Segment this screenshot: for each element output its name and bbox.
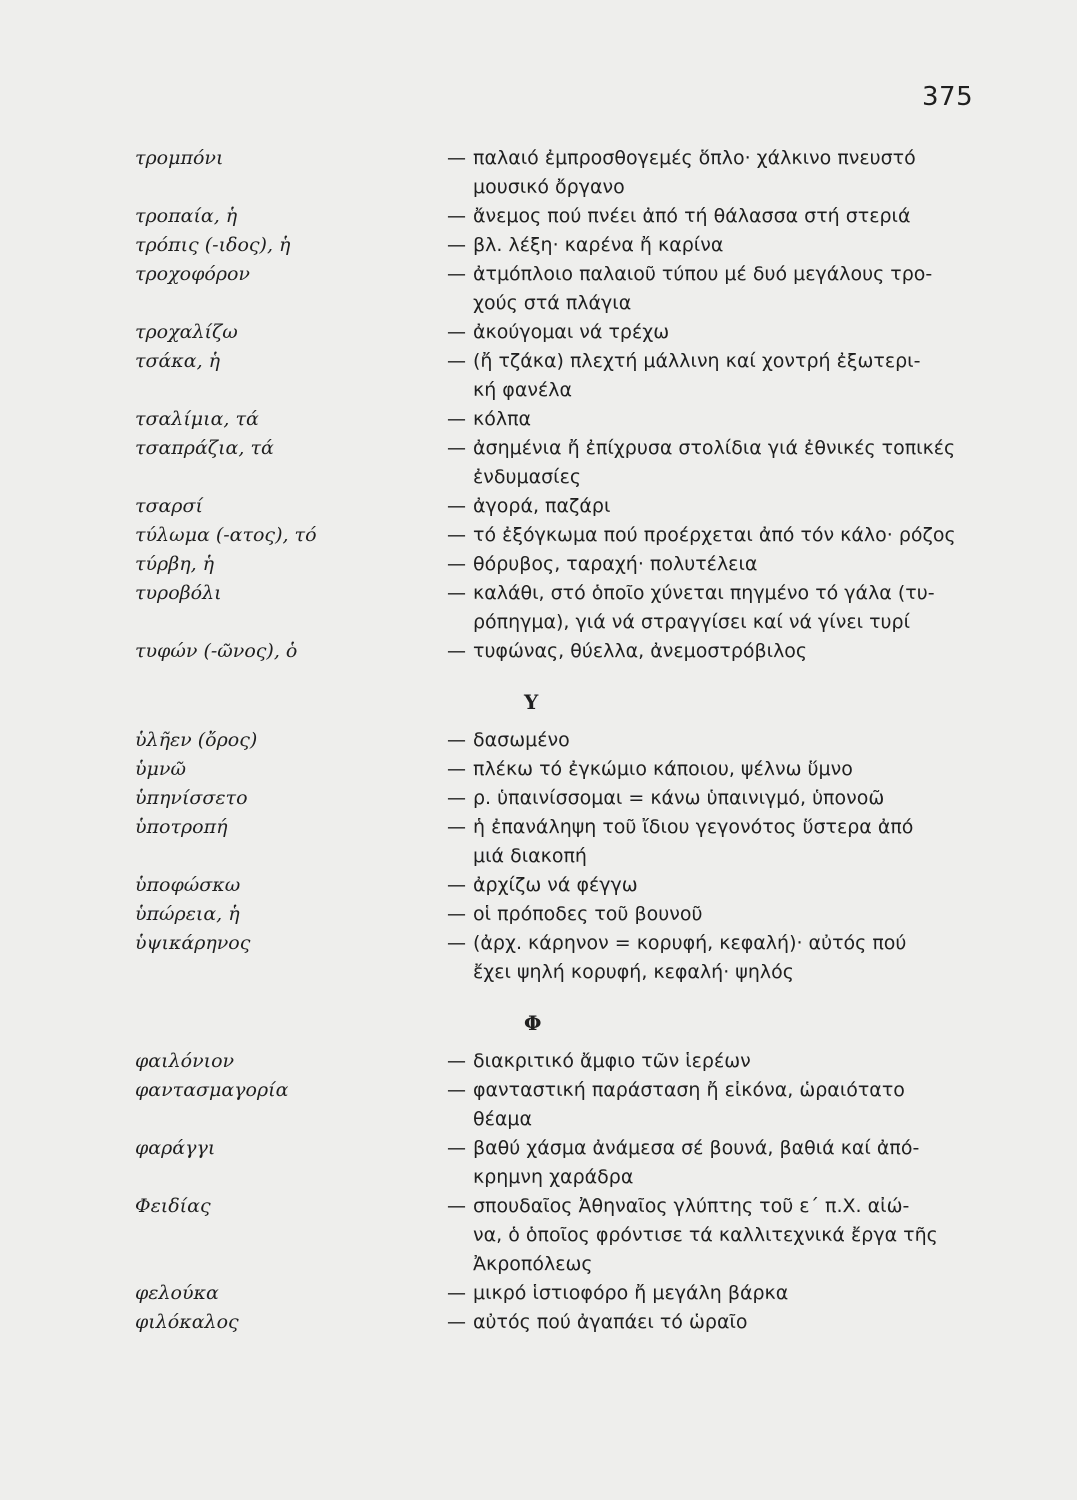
definition-dash: — — [447, 1195, 466, 1217]
definition-dash: — — [447, 205, 466, 227]
definition-line: παλαιό ἐμπροσθογεμές ὅπλο· χάλκινο πνευστό — [473, 147, 916, 169]
definition-line: βαθύ χάσμα ἀνάμεσα σέ βουνά, βαθιά καί ἀπό- — [473, 1137, 920, 1159]
definition-line: ἄνεμος πού πνέει ἀπό τή θάλασσα στή στεριά — [473, 205, 911, 227]
definition-dash: — — [447, 874, 466, 896]
definition-line: καλάθι, στό ὁποῖο χύνεται πηγμένο τό γάλα (τυ- — [473, 582, 935, 604]
entry-term: τύλωμα (-ατος), τό — [135, 524, 317, 546]
glossary-entry — [0, 521, 1077, 550]
glossary-entry — [0, 231, 1077, 260]
glossary-entry — [0, 579, 1077, 637]
entry-term: φιλόκαλος — [135, 1311, 239, 1333]
definition-line: ἔχει ψηλή κορυφή, κεφαλή· ψηλός — [473, 961, 794, 983]
glossary-entry — [0, 1134, 1077, 1192]
entry-term: ὑποφώσκω — [135, 874, 241, 896]
glossary-entry — [0, 784, 1077, 813]
glossary-entry — [0, 202, 1077, 231]
definition-dash: — — [447, 787, 466, 809]
definition-line: Ἀκροπόλεως — [473, 1253, 593, 1275]
entry-definition — [447, 1308, 972, 1337]
entry-definition — [447, 260, 972, 318]
entry-term: τυφών (-ῶνος), ὁ — [135, 640, 298, 662]
entry-definition — [447, 900, 972, 929]
glossary-entry — [0, 434, 1077, 492]
definition-dash: — — [447, 495, 466, 517]
entry-definition — [447, 1279, 972, 1308]
definition-line: αὐτός πού ἀγαπάει τό ὡραῖο — [473, 1311, 748, 1333]
definition-line: τό ἐξόγκωμα πού προέρχεται ἀπό τόν κάλο· ρόζος — [473, 524, 956, 546]
glossary-entry — [0, 755, 1077, 784]
definition-line: τυφώνας, θύελλα, ἀνεμοστρόβιλος — [473, 640, 808, 662]
entry-term: ὑλῆεν (ὄρος) — [135, 729, 258, 751]
entry-definition — [447, 1192, 972, 1279]
entry-definition — [447, 550, 972, 579]
definition-dash: — — [447, 1311, 466, 1333]
entry-term: ὑπώρεια, ἡ — [135, 903, 240, 925]
entry-definition — [447, 755, 972, 784]
definition-line: χούς στά πλάγια — [473, 292, 632, 314]
definition-line: (ἤ τζάκα) πλεχτή μάλλινη καί χοντρή ἐξωτερι- — [473, 350, 921, 372]
definition-line: κόλπα — [473, 408, 532, 430]
definition-line: βλ. λέξη· καρένα ἤ καρίνα — [473, 234, 724, 256]
entry-term: τύρβη, ἡ — [135, 553, 215, 575]
definition-dash: — — [447, 903, 466, 925]
entry-term: τσάκα, ἡ — [135, 350, 221, 372]
entry-term: τροχοφόρον — [135, 263, 250, 285]
definition-line: διακριτικό ἄμφιο τῶν ἱερέων — [473, 1050, 751, 1072]
definition-line: ἀτμόπλοιο παλαιοῦ τύπου μέ δυό μεγάλους τρο- — [473, 263, 933, 285]
definition-line: οἱ πρόποδες τοῦ βουνοῦ — [473, 903, 703, 925]
definition-dash: — — [447, 350, 466, 372]
definition-line: ἀγορά, παζάρι — [473, 495, 611, 517]
entry-definition — [447, 813, 972, 871]
definition-line: κρημνη χαράδρα — [473, 1166, 634, 1188]
definition-line: μιά διακοπή — [473, 845, 587, 867]
definition-dash: — — [447, 321, 466, 343]
section-spacer — [0, 666, 1077, 688]
entry-definition — [447, 144, 972, 202]
definition-dash: — — [447, 524, 466, 546]
definition-line: μουσικό ὄργανο — [473, 176, 625, 198]
definition-dash: — — [447, 932, 466, 954]
definition-line: ἀρχίζω νά φέγγω — [473, 874, 638, 896]
entry-term: τυροβόλι — [135, 582, 222, 604]
definition-line: φανταστική παράσταση ἤ εἰκόνα, ὡραιότατο — [473, 1079, 905, 1101]
entry-term: τροχαλίζω — [135, 321, 238, 343]
glossary-entry — [0, 405, 1077, 434]
entry-definition — [447, 434, 972, 492]
definition-dash: — — [447, 553, 466, 575]
definition-line: θέαμα — [473, 1108, 533, 1130]
definition-line: μικρό ἱστιοφόρο ἤ μεγάλη βάρκα — [473, 1282, 789, 1304]
section-spacer — [0, 716, 1077, 726]
glossary-list — [0, 144, 1077, 1337]
page-number: 375 — [922, 82, 974, 112]
definition-dash: — — [447, 1137, 466, 1159]
entry-term: τσαρσί — [135, 495, 203, 517]
entry-definition — [447, 492, 972, 521]
entry-definition — [447, 405, 972, 434]
glossary-entry — [0, 260, 1077, 318]
definition-line: δασωμένο — [473, 729, 570, 751]
entry-term: τροπαία, ἡ — [135, 205, 238, 227]
entry-term: τσαλίμια, τά — [135, 408, 259, 430]
section-letter: Φ — [524, 1011, 542, 1035]
definition-line: ρόπηγμα), γιά νά στραγγίσει καί νά γίνει τυρί — [473, 611, 911, 633]
definition-dash: — — [447, 408, 466, 430]
entry-term: φαιλόνιον — [135, 1050, 235, 1072]
glossary-entry — [0, 492, 1077, 521]
definition-dash: — — [447, 729, 466, 751]
glossary-entry — [0, 900, 1077, 929]
glossary-entry — [0, 813, 1077, 871]
definition-line: (ἀρχ. κάρηνον = κορυφή, κεφαλή)· αὐτός πού — [473, 932, 907, 954]
entry-definition — [447, 347, 972, 405]
glossary-entry — [0, 929, 1077, 987]
glossary-entry — [0, 1279, 1077, 1308]
definition-line: να, ὁ ὁποῖος φρόντισε τά καλλιτεχνικά ἔργα τῆς — [473, 1224, 938, 1246]
entry-definition — [447, 1076, 972, 1134]
entry-term: τσαπράζια, τά — [135, 437, 274, 459]
entry-term: ὑπηνίσσετο — [135, 787, 248, 809]
entry-definition — [447, 1134, 972, 1192]
glossary-entry — [0, 318, 1077, 347]
entry-term: φελούκα — [135, 1282, 219, 1304]
glossary-entry — [0, 1047, 1077, 1076]
section-spacer — [0, 1037, 1077, 1047]
entry-term: φαντασμαγορία — [135, 1079, 289, 1101]
entry-definition — [447, 579, 972, 637]
entry-term: ὑποτροπή — [135, 816, 228, 838]
definition-line: θόρυβος, ταραχή· πολυτέλεια — [473, 553, 758, 575]
definition-line: ἡ ἐπανάληψη τοῦ ἴδιου γεγονότος ὕστερα ἀπό — [473, 816, 914, 838]
definition-line: κή φανέλα — [473, 379, 572, 401]
entry-definition — [447, 318, 972, 347]
entry-definition — [447, 1047, 972, 1076]
entry-definition — [447, 871, 972, 900]
entry-term: φαράγγι — [135, 1137, 216, 1159]
definition-dash: — — [447, 1282, 466, 1304]
entry-definition — [447, 637, 972, 666]
definition-dash: — — [447, 758, 466, 780]
definition-line: σπουδαῖος Ἀθηναῖος γλύπτης τοῦ ε΄ π.Χ. αἰώ- — [473, 1195, 910, 1217]
entry-definition — [447, 521, 972, 550]
definition-line: ἀσημένια ἤ ἐπίχρυσα στολίδια γιά ἐθνικές τοπικές — [473, 437, 956, 459]
glossary-entry — [0, 871, 1077, 900]
definition-line: ἐνδυμασίες — [473, 466, 582, 488]
definition-dash: — — [447, 263, 466, 285]
glossary-entry — [0, 726, 1077, 755]
glossary-entry — [0, 637, 1077, 666]
definition-dash: — — [447, 816, 466, 838]
entry-term: τρόπις (-ιδος), ἡ — [135, 234, 291, 256]
glossary-entry — [0, 1308, 1077, 1337]
definition-dash: — — [447, 147, 466, 169]
glossary-entry — [0, 550, 1077, 579]
definition-dash: — — [447, 234, 466, 256]
entry-definition — [447, 784, 972, 813]
definition-dash: — — [447, 640, 466, 662]
entry-term: τρομπόνι — [135, 147, 224, 169]
entry-term: ὑψικάρηνος — [135, 932, 251, 954]
entry-term: ὑμνῶ — [135, 758, 186, 780]
definition-line: ρ. ὑπαινίσσομαι = κάνω ὑπαινιγμό, ὑπονοῶ — [473, 787, 885, 809]
glossary-entry — [0, 1076, 1077, 1134]
definition-dash: — — [447, 1050, 466, 1072]
glossary-entry — [0, 347, 1077, 405]
entry-definition — [447, 231, 972, 260]
entry-term: Φειδίας — [135, 1195, 211, 1217]
definition-dash: — — [447, 1079, 466, 1101]
section-letter: Υ — [524, 690, 539, 714]
entry-definition — [447, 929, 972, 987]
glossary-entry — [0, 144, 1077, 202]
section-spacer — [0, 987, 1077, 1009]
glossary-entry — [0, 1192, 1077, 1279]
definition-line: ἀκούγομαι νά τρέχω — [473, 321, 670, 343]
entry-definition — [447, 202, 972, 231]
entry-definition — [447, 726, 972, 755]
definition-dash: — — [447, 437, 466, 459]
definition-dash: — — [447, 582, 466, 604]
definition-line: πλέκω τό ἐγκώμιο κάποιου, ψέλνω ὕμνο — [473, 758, 853, 780]
